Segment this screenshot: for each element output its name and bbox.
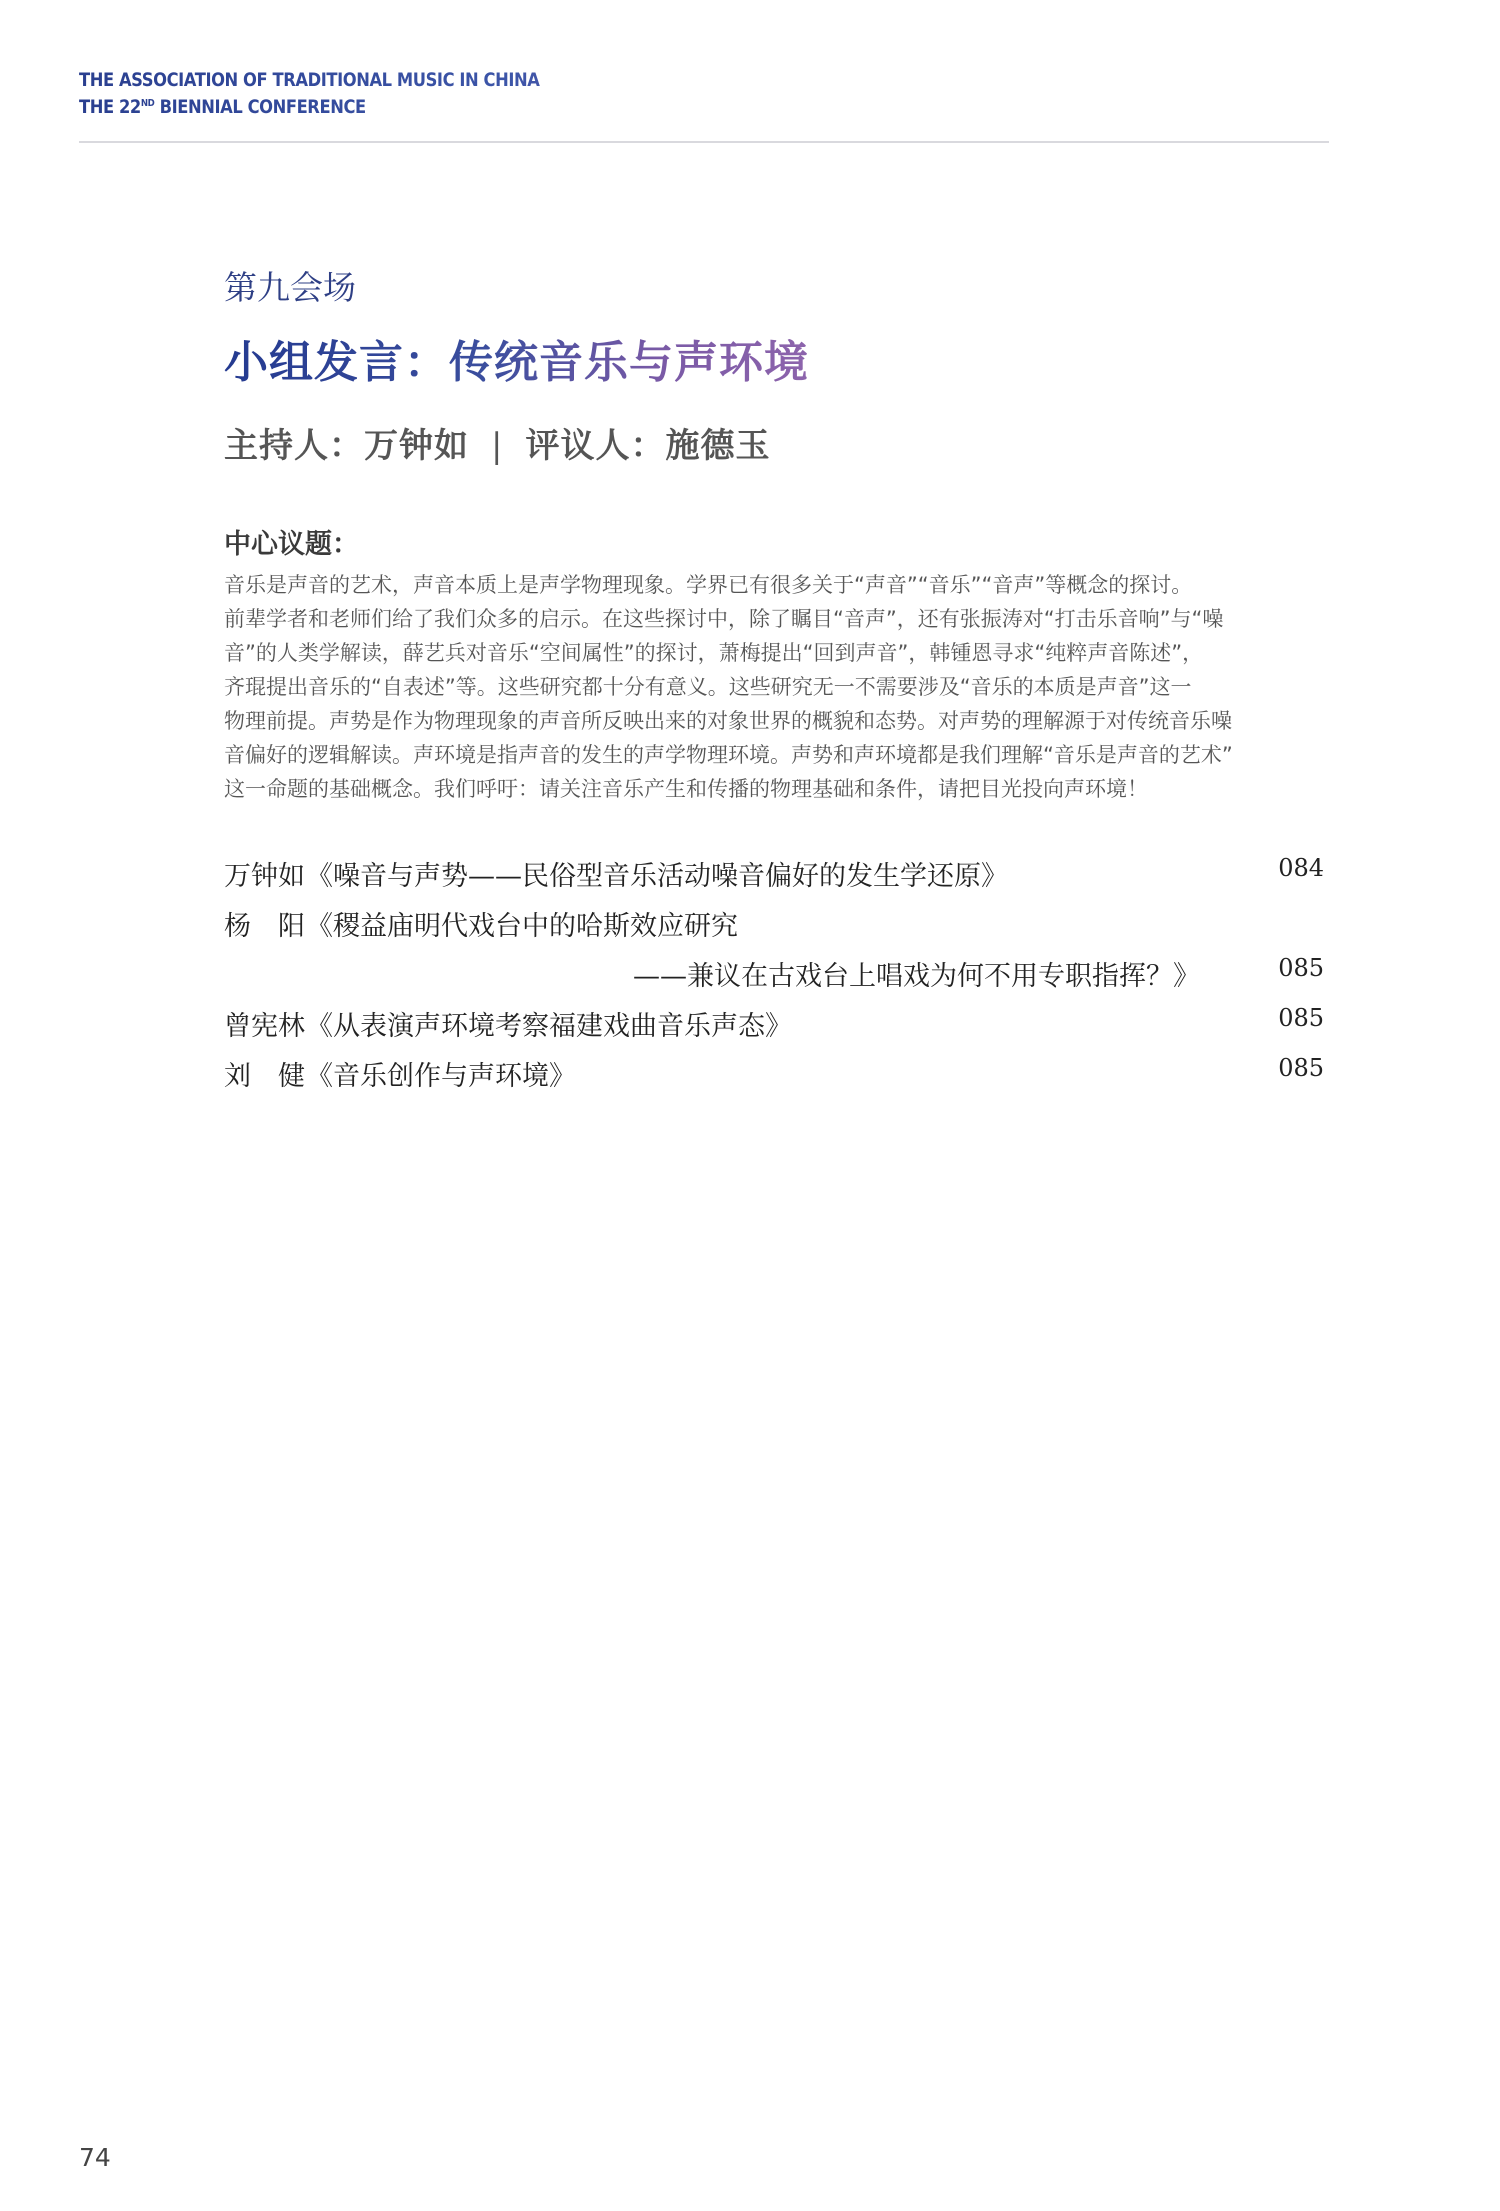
paper-entry: [224, 1054, 1324, 1104]
paper-page: 085: [1278, 954, 1324, 982]
paper-title: 《稷益庙明代戏台中的哈斯效应研究: [306, 911, 738, 942]
page-number: 74: [79, 2143, 111, 2172]
paper-entry: [224, 854, 1324, 904]
paper-author: 杨 阳: [224, 911, 305, 942]
paper-page: 085: [1278, 1054, 1324, 1082]
chairs-line: [224, 418, 770, 467]
paper-page: 084: [1278, 854, 1324, 882]
paper-title: 《噪音与声势——民俗型音乐活动噪音偏好的发生学还原》: [306, 861, 1008, 892]
header-edition: THE 22: [79, 96, 141, 118]
issue-line: 这一命题的基础概念。我们呼吁：请关注音乐产生和传播的物理基础和条件，请把目光投向声环境！: [224, 777, 1148, 801]
paper-title: 《从表演声环境考察福建戏曲音乐声态》: [306, 1011, 792, 1042]
header-association-name: THE ASSOCIATION OF TRADITIONAL MUSIC IN CHINA: [79, 69, 1154, 92]
issue-line: 音乐是声音的艺术，声音本质上是声学物理现象。学界已有很多关于“声音”“音乐”“音声”等概念的探讨。: [224, 573, 1193, 597]
discussant: 评议人：施德玉: [525, 426, 771, 466]
paper-entry-continuation: [224, 954, 1324, 1004]
session-label: 第九会场: [224, 268, 356, 307]
issue-heading: 中心议题：: [224, 529, 359, 560]
issue-line: 物理前提。声势是作为物理现象的声音所反映出来的对象世界的概貌和态势。对声势的理解源于对传统音乐噪: [224, 709, 1232, 733]
paper-entry: [224, 1004, 1324, 1054]
issue-line: 音”的人类学解读，薛艺兵对音乐“空间属性”的探讨，萧梅提出“回到声音”，韩锺恩寻求“纯粹声音陈述”，: [224, 641, 1204, 665]
paper-entry: [224, 904, 1324, 954]
paper-title: 《音乐创作与声环境》: [306, 1061, 576, 1092]
running-header: [79, 69, 1329, 119]
paper-author: 万钟如: [224, 861, 305, 892]
paper-list: [224, 854, 1324, 1104]
panel-title: 小组发言：传统音乐与声环境: [224, 326, 809, 390]
issue-line: 前辈学者和老师们给了我们众多的启示。在这些探讨中，除了瞩目“音声”，还有张振涛对“打击乐音响”与“噪: [224, 607, 1224, 631]
issue-line: 齐琨提出音乐的“自表述”等。这些研究都十分有意义。这些研究无一不需要涉及“音乐的本质是声音”这一: [224, 675, 1192, 699]
chairs-separator: |: [491, 426, 504, 466]
issue-line: 音偏好的逻辑解读。声环境是指声音的发生的声学物理环境。声势和声环境都是我们理解“音乐是声音的艺术”: [224, 743, 1233, 767]
paper-author: 曾宪林: [224, 1011, 305, 1042]
paper-page: 085: [1278, 1004, 1324, 1032]
header-conference-name: [79, 92, 1154, 119]
paper-author: 刘 健: [224, 1061, 305, 1092]
header-edition-suffix: ND: [140, 98, 155, 109]
moderator: 主持人：万钟如: [224, 426, 469, 466]
header-divider: [79, 141, 1329, 143]
header-conference-label: BIENNIAL CONFERENCE: [154, 96, 366, 118]
issue-paragraph: [224, 568, 1324, 806]
paper-subtitle: ——兼议在古戏台上唱戏为何不用专职指挥？》: [633, 961, 1200, 992]
